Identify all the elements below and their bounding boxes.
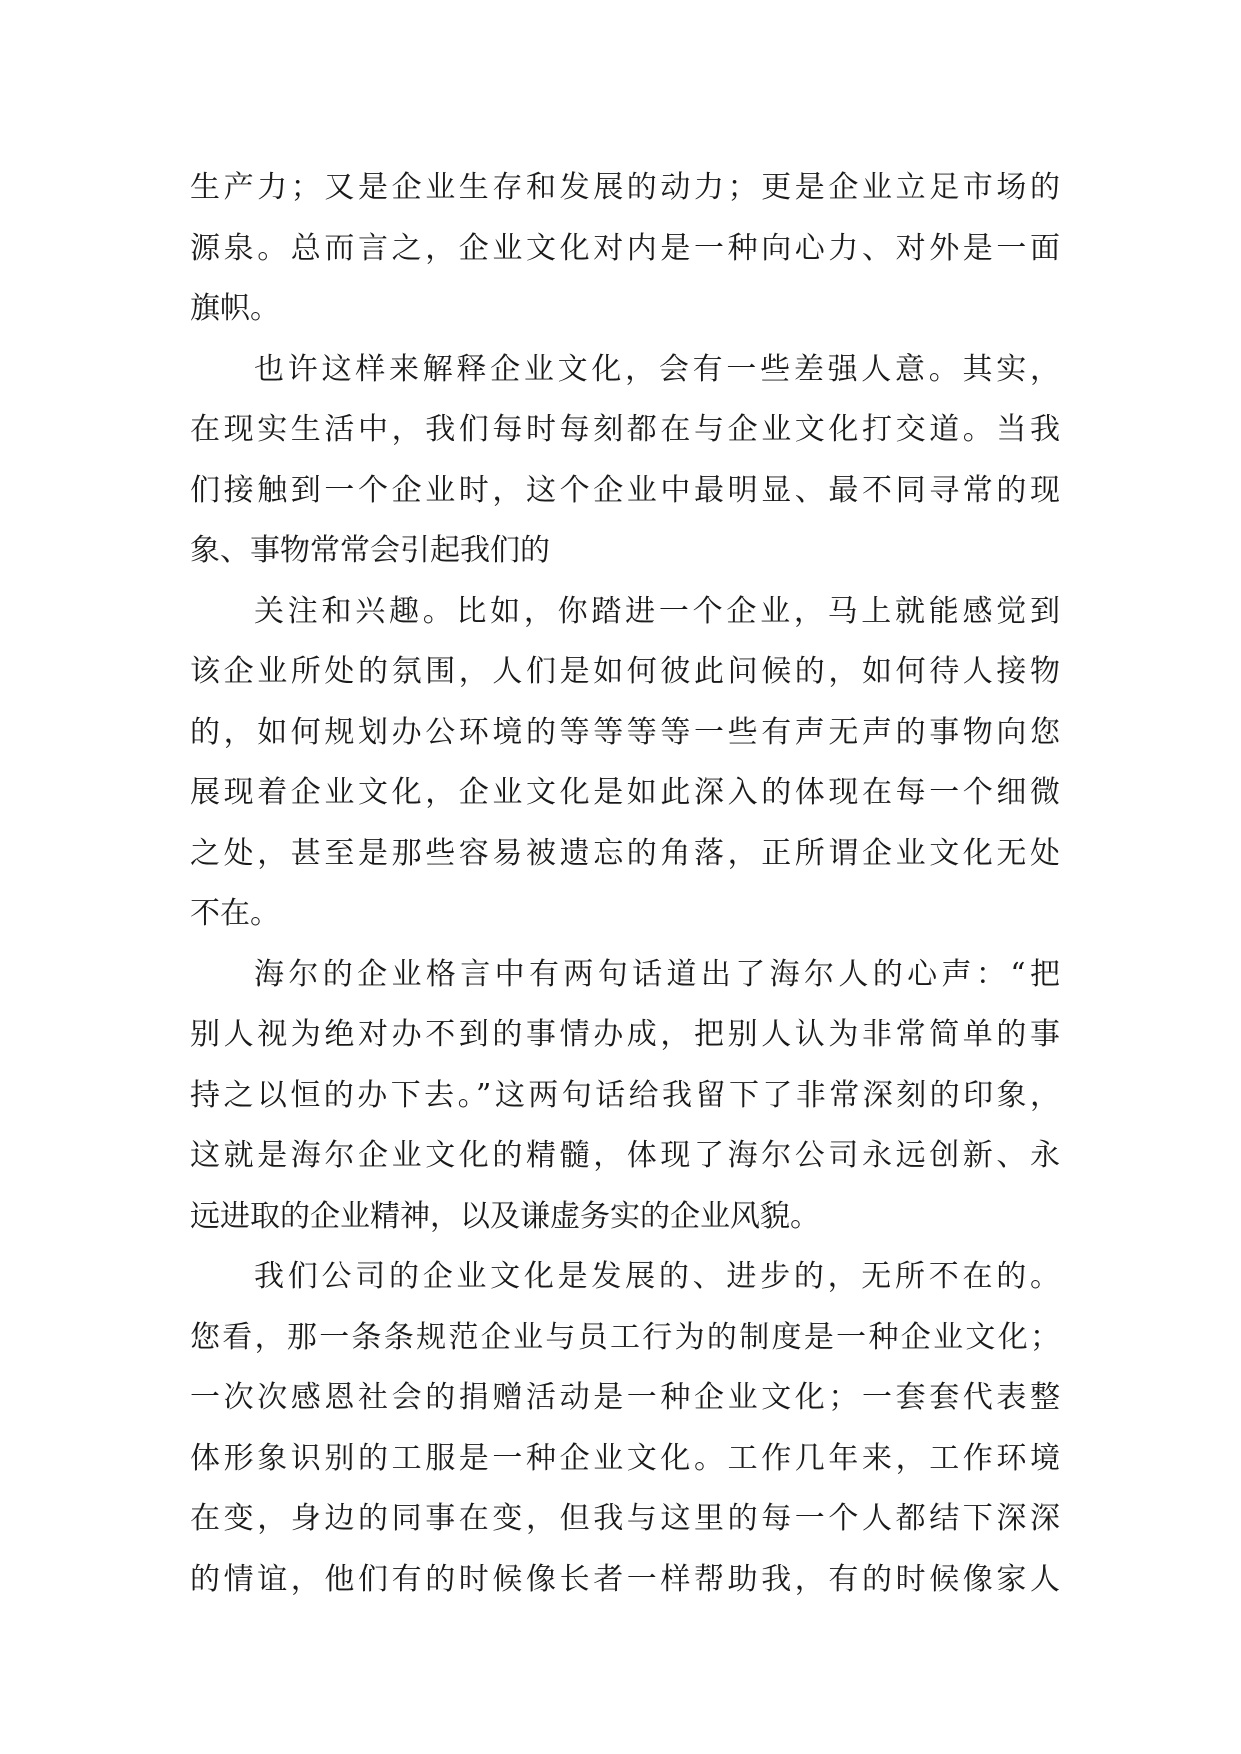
text-line: 在现实生活中，我们每时每刻都在与企业文化打交道。当我 (190, 412, 1060, 447)
text-line: 您看，那一条条规范企业与员工行为的制度是一种企业文化； (190, 1319, 1060, 1355)
text-line: 展现着企业文化，企业文化是如此深入的体现在每一个细微 (190, 775, 1060, 810)
text-line: 之处，甚至是那些容易被遗忘的角落，正所谓企业文化无处 (190, 835, 1060, 871)
text-line: 远进取的企业精神，以及谦虚务实的企业风貌。 (190, 1198, 820, 1234)
text-line: 的，如何规划办公环境的等等等等一些有声无声的事物向您 (190, 714, 1060, 750)
paragraph-start-line: 海尔的企业格言中有两句话道出了海尔人的心声：“把 (254, 956, 1060, 992)
text-line: 别人视为绝对办不到的事情办成，把别人认为非常简单的事 (190, 1017, 1060, 1052)
text-line: 生产力；又是企业生存和发展的动力；更是企业立足市场的 (190, 170, 1060, 205)
paragraph-start-line: 也许这样来解释企业文化，会有一些差强人意。其实， (254, 351, 1060, 387)
text-line: 不在。 (190, 896, 280, 931)
text-line: 象、事物常常会引起我们的 (190, 533, 550, 568)
text-line: 在变，身边的同事在变，但我与这里的每一个人都结下深深 (190, 1501, 1060, 1536)
text-line: 源泉。总而言之，企业文化对内是一种向心力、对外是一面 (190, 230, 1060, 266)
text-line: 旗帜。 (190, 291, 280, 326)
paragraph-start-line: 关注和兴趣。比如，你踏进一个企业，马上就能感觉到 (254, 593, 1060, 629)
text-line: 该企业所处的氛围，人们是如何彼此问候的，如何待人接物 (190, 654, 1060, 689)
text-line: 的情谊，他们有的时候像长者一样帮助我，有的时候像家人 (190, 1561, 1060, 1597)
text-line: 这就是海尔企业文化的精髓，体现了海尔公司永远创新、永 (190, 1138, 1060, 1173)
paragraph-start-line: 我们公司的企业文化是发展的、进步的，无所不在的。 (254, 1259, 1060, 1294)
text-line: 体形象识别的工服是一种企业文化。工作几年来，工作环境 (190, 1440, 1060, 1476)
text-line: 持之以恒的办下去。”这两句话给我留下了非常深刻的印象， (190, 1077, 1060, 1113)
body-text (190, 158, 1060, 1610)
text-line: 们接触到一个企业时，这个企业中最明显、最不同寻常的现 (190, 472, 1060, 508)
text-line: 一次次感恩社会的捐赠活动是一种企业文化；一套套代表整 (190, 1380, 1060, 1415)
